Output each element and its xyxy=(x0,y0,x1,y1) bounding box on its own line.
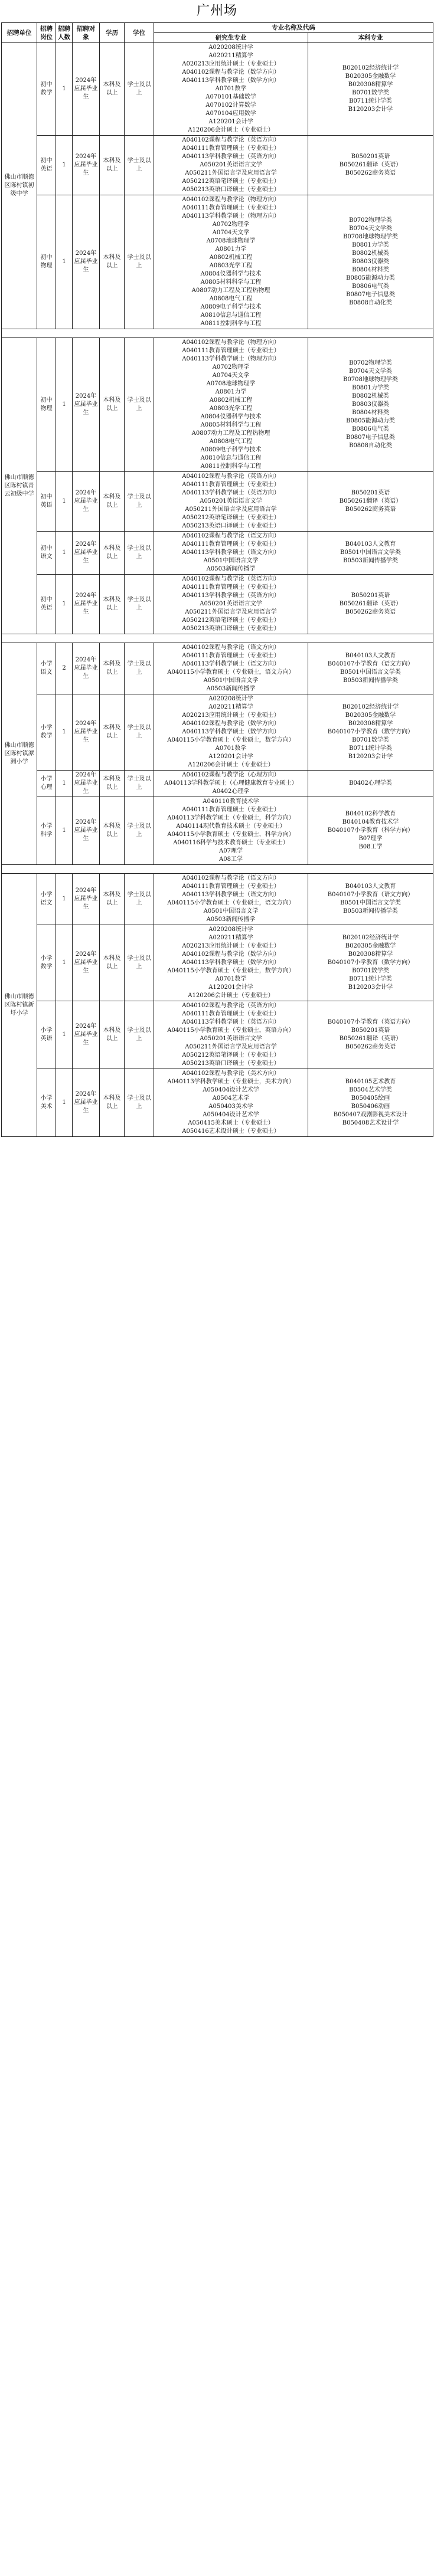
cell-undergrad: B040107小学教育（英语方向） B050201英语 B050261翻译（英语） B050262商务英语 xyxy=(308,1001,433,1069)
cell-position: 小学科学 xyxy=(37,797,56,865)
table-row xyxy=(2,643,433,694)
cell-grad: A040102课程与教学论（语文方向） A040111教育管理硕士（专业硕士） A040113学科教学硕士（语文方向） A040115小学教育硕士（专业硕士，语文方向） A0501中国语言文学 A0503新闻传播学 xyxy=(154,643,308,694)
cell-undergrad: B050201英语 B050261翻译（英语） B050262商务英语 xyxy=(308,472,433,532)
cell-position: 初中数学 xyxy=(37,43,56,136)
cell-degree: 学士及以上 xyxy=(125,771,154,797)
cell-grad: A040102课程与教学论（语文方向） A040111教育管理硕士（专业硕士） A040113学科教学硕士（语文方向） A040115小学教育硕士（专业硕士，语文方向） A0501中国语言文学 A0503新闻传播学 xyxy=(154,874,308,925)
cell-grad: A040102课程与教学论（物理方向） A040111教育管理硕士（专业硕士） A040113学科教学硕士（物理方向） A0702物理学 A0704天文学 A0708地球物理学 A0801力学 A0802机械工程 A0803光学工程 A0804仪器科学与技术 A0805材料科学与工程 A0807动力工程及工程热物理 A0808电气工程 A0809电子科学与技术 A0810信息与通信工程 A0811控制科学与工程 xyxy=(154,338,308,472)
header-position: 招聘岗位 xyxy=(37,23,56,43)
cell-degree: 学士及以上 xyxy=(125,532,154,575)
cell-undergrad: B020102经济统计学 B020305金融数学 B020308精算学 B040107小学教育（数学方向） B0701数学类 B0711统计学类 B120203会计学 xyxy=(308,694,433,771)
cell-degree: 学士及以上 xyxy=(125,1001,154,1069)
table-row xyxy=(2,874,433,925)
cell-grad: A020208统计学 A020211精算学 A020213应用统计硕士（专业硕士） A040102课程与教学论（数学方向） A040113学科教学硕士（数学方向） A040115小学教育硕士（专业硕士，数学方向） A0701数学 A120201会计学 A120206会计硕士（专业硕士） xyxy=(154,925,308,1001)
cell-count: 1 xyxy=(56,874,73,925)
cell-grad: A040102课程与教学论（物理方向） A040111教育管理硕士（专业硕士） A040113学科教学硕士（物理方向） A0702物理学 A0704天文学 A0708地球物理学 A0801力学 A0802机械工程 A0803光学工程 A0804仪器科学与技术 A0805材料科学与工程 A0807动力工程及工程热物理 A0808电气工程 A0809电子科学与技术 A0810信息与通信工程 A0811控制科学与工程 xyxy=(154,195,308,329)
table-row xyxy=(2,1069,433,1137)
cell-degree: 学士及以上 xyxy=(125,1069,154,1137)
page-title: 广州场 xyxy=(196,4,237,18)
cell-education: 本科及以上 xyxy=(100,797,125,865)
cell-education: 本科及以上 xyxy=(100,195,125,329)
table-row xyxy=(2,694,433,771)
cell-target: 2024年应届毕业生 xyxy=(73,575,100,634)
table-row xyxy=(2,472,433,532)
header-count: 招聘人数 xyxy=(56,23,73,43)
cell-count: 1 xyxy=(56,43,73,136)
cell-count: 1 xyxy=(56,797,73,865)
cell-position: 小学数学 xyxy=(37,694,56,771)
cell-education: 本科及以上 xyxy=(100,771,125,797)
cell-count: 1 xyxy=(56,575,73,634)
cell-undergrad: B050201英语 B050261翻译（英语） B050262商务英语 xyxy=(308,575,433,634)
cell-grad: A020208统计学 A020211精算学 A020213应用统计硕士（专业硕士） A040102课程与教学论（数学方向） A040113学科教学硕士（数学方向） A0701数学 A070101基础数学 A070102计算数学 A070104应用数学 A120201会计学 A120206会计硕士（专业硕士） xyxy=(154,43,308,136)
cell-degree: 学士及以上 xyxy=(125,472,154,532)
cell-education: 本科及以上 xyxy=(100,925,125,1001)
table-row xyxy=(2,532,433,575)
cell-grad: A040102课程与教学论（心理方向） A040113学科教学硕士（心理健康教育专业硕士） A0402心理学 xyxy=(154,771,308,797)
cell-grad: A020208统计学 A020211精算学 A020213应用统计硕士（专业硕士） A040102课程与教学论（数学方向） A040113学科教学硕士（数学方向） A040115小学教育硕士（专业硕士，数学方向） A0701数学 A120201会计学 A120206会计硕士（专业硕士） xyxy=(154,694,308,771)
header-major-group: 专业名称及代码 xyxy=(154,23,433,33)
cell-education: 本科及以上 xyxy=(100,1069,125,1137)
table-row xyxy=(2,338,433,472)
school-separator xyxy=(2,865,433,874)
cell-position: 初中物理 xyxy=(37,338,56,472)
cell-degree: 学士及以上 xyxy=(125,874,154,925)
separator-cell xyxy=(2,634,433,643)
cell-degree: 学士及以上 xyxy=(125,43,154,136)
cell-count: 1 xyxy=(56,1069,73,1137)
school-separator xyxy=(2,634,433,643)
cell-undergrad: B0702物理学类 B0704天文学类 B0708地球物理学类 B0801力学类 B0802机械类 B0803仪器类 B0804材料类 B0805能源动力类 B0806电气类 B0807电子信息类 B0808自动化类 xyxy=(308,195,433,329)
school-separator xyxy=(2,329,433,338)
cell-education: 本科及以上 xyxy=(100,338,125,472)
cell-position: 小学语文 xyxy=(37,874,56,925)
cell-position: 小学数学 xyxy=(37,925,56,1001)
cell-count: 1 xyxy=(56,771,73,797)
cell-education: 本科及以上 xyxy=(100,874,125,925)
cell-degree: 学士及以上 xyxy=(125,575,154,634)
cell-undergrad: B040102科学教育 B040104教育技术学 B040107小学教育（科学方向） B07理学 B08工学 xyxy=(308,797,433,865)
cell-target: 2024年应届毕业生 xyxy=(73,1001,100,1069)
table-row xyxy=(2,797,433,865)
cell-target: 2024年应届毕业生 xyxy=(73,771,100,797)
cell-undergrad: B0402心理学类 xyxy=(308,771,433,797)
cell-education: 本科及以上 xyxy=(100,575,125,634)
cell-target: 2024年应届毕业生 xyxy=(73,43,100,136)
table-body xyxy=(2,43,433,1137)
header-unit: 招聘单位 xyxy=(2,23,37,43)
cell-education: 本科及以上 xyxy=(100,643,125,694)
cell-unit: 佛山市顺德区陈村镇青云初级中学 xyxy=(2,338,37,634)
header-undergrad: 本科专业 xyxy=(308,33,433,43)
table-row xyxy=(2,771,433,797)
cell-count: 1 xyxy=(56,136,73,195)
cell-position: 初中英语 xyxy=(37,472,56,532)
cell-position: 初中物理 xyxy=(37,195,56,329)
cell-undergrad: B020102经济统计学 B020305金融数学 B020308精算学 B040107小学教育（数学方向） B0701数学类 B0711统计学类 B120203会计学 xyxy=(308,925,433,1001)
cell-degree: 学士及以上 xyxy=(125,643,154,694)
cell-degree: 学士及以上 xyxy=(125,797,154,865)
cell-education: 本科及以上 xyxy=(100,472,125,532)
separator-cell xyxy=(2,865,433,874)
cell-degree: 学士及以上 xyxy=(125,694,154,771)
table-row xyxy=(2,925,433,1001)
cell-count: 1 xyxy=(56,925,73,1001)
recruitment-table xyxy=(1,22,433,1137)
cell-target: 2024年应届毕业生 xyxy=(73,195,100,329)
cell-grad: A040102课程与教学论（英语方向） A040111教育管理硕士（专业硕士） A040113学科教学硕士（英语方向） A050201英语语言文学 A050211外国语言学及应用语言学 A050212英语笔译硕士（专业硕士） A050213英语口译硕士（专业硕士） xyxy=(154,575,308,634)
header-education: 学历 xyxy=(100,23,125,43)
cell-grad: A040102课程与教学论（英语方向） A040111教育管理硕士（专业硕士） A040113学科教学硕士（英语方向） A050201英语语言文学 A050211外国语言学及应用语言学 A050212英语笔译硕士（专业硕士） A050213英语口译硕士（专业硕士） xyxy=(154,136,308,195)
cell-unit: 佛山市顺德区陈村镇潭洲小学 xyxy=(2,643,37,865)
page xyxy=(0,0,434,1137)
cell-position: 初中英语 xyxy=(37,575,56,634)
cell-education: 本科及以上 xyxy=(100,43,125,136)
cell-position: 小学美术 xyxy=(37,1069,56,1137)
cell-position: 小学心理 xyxy=(37,771,56,797)
cell-unit: 佛山市顺德区陈村镇初级中学 xyxy=(2,43,37,329)
header-row-1 xyxy=(2,23,433,33)
cell-target: 2024年应届毕业生 xyxy=(73,338,100,472)
cell-grad: A040110教育技术学 A040111教育管理硕士（专业硕士） A040113学科教学硕士（专业硕士，科学方向） A040114现代教育技术硕士（专业硕士） A040115小学教育硕士（专业硕士，科学方向） A040116科学与技术教育硕士（专业硕士） A07理学 A08工学 xyxy=(154,797,308,865)
header-degree: 学位 xyxy=(125,23,154,43)
cell-degree: 学士及以上 xyxy=(125,136,154,195)
separator-cell xyxy=(2,329,433,338)
cell-grad: A040102课程与教学论（英语方向） A040111教育管理硕士（专业硕士） A040113学科教学硕士（英语方向） A050201英语语言文学 A050211外国语言学及应用语言学 A050212英语笔译硕士（专业硕士） A050213英语口译硕士（专业硕士） xyxy=(154,472,308,532)
cell-education: 本科及以上 xyxy=(100,136,125,195)
cell-position: 初中语文 xyxy=(37,532,56,575)
cell-count: 1 xyxy=(56,1001,73,1069)
header-target: 招聘对象 xyxy=(73,23,100,43)
cell-count: 2 xyxy=(56,643,73,694)
cell-undergrad: B050201英语 B050261翻译（英语） B050262商务英语 xyxy=(308,136,433,195)
cell-target: 2024年应届毕业生 xyxy=(73,643,100,694)
cell-undergrad: B040105艺术教育 B0504艺术学类 B050405绘画 B050406动画 B050407戏剧影视美术设计 B050408艺术设计学 xyxy=(308,1069,433,1137)
cell-target: 2024年应届毕业生 xyxy=(73,472,100,532)
cell-target: 2024年应届毕业生 xyxy=(73,874,100,925)
cell-grad: A040102课程与教学论（美术方向） A040113学科教学硕士（专业硕士，美术方向） A050404设计艺术学 A0504艺术学 A050403美术学 A050404设计艺术学 A050415美术硕士（专业硕士） A050416艺术设计硕士（专业硕士） xyxy=(154,1069,308,1137)
cell-target: 2024年应届毕业生 xyxy=(73,136,100,195)
table-row xyxy=(2,575,433,634)
cell-undergrad: B040103人文教育 B040107小学教育（语文方向） B0501中国语言文学类 B0503新闻传播学类 xyxy=(308,874,433,925)
cell-grad: A040102课程与教学论（语文方向） A040111教育管理硕士（专业硕士） A040113学科教学硕士（语文方向） A0501中国语言文学 A0503新闻传播学 xyxy=(154,532,308,575)
cell-target: 2024年应届毕业生 xyxy=(73,694,100,771)
cell-education: 本科及以上 xyxy=(100,694,125,771)
cell-target: 2024年应届毕业生 xyxy=(73,532,100,575)
table-row xyxy=(2,195,433,329)
cell-position: 初中英语 xyxy=(37,136,56,195)
table-row xyxy=(2,136,433,195)
cell-target: 2024年应届毕业生 xyxy=(73,925,100,1001)
cell-count: 1 xyxy=(56,472,73,532)
cell-position: 小学英语 xyxy=(37,1001,56,1069)
cell-count: 1 xyxy=(56,532,73,575)
cell-position: 小学语文 xyxy=(37,643,56,694)
cell-education: 本科及以上 xyxy=(100,1001,125,1069)
header-grad: 研究生专业 xyxy=(154,33,308,43)
cell-undergrad: B040103人文教育 B0501中国语言文学类 B0503新闻传播学类 xyxy=(308,532,433,575)
cell-count: 1 xyxy=(56,338,73,472)
cell-education: 本科及以上 xyxy=(100,532,125,575)
cell-undergrad: B0702物理学类 B0704天文学类 B0708地球物理学类 B0801力学类 B0802机械类 B0803仪器类 B0804材料类 B0805能源动力类 B0806电气类 B0807电子信息类 B0808自动化类 xyxy=(308,338,433,472)
cell-unit: 佛山市顺德区陈村镇新圩小学 xyxy=(2,874,37,1137)
cell-undergrad: B020102经济统计学 B020305金融数学 B020308精算学 B0701数学类 B0711统计学类 B120203会计学 xyxy=(308,43,433,136)
cell-count: 1 xyxy=(56,694,73,771)
cell-target: 2024年应届毕业生 xyxy=(73,1069,100,1137)
cell-target: 2024年应届毕业生 xyxy=(73,797,100,865)
table-row xyxy=(2,43,433,136)
cell-degree: 学士及以上 xyxy=(125,925,154,1001)
cell-undergrad: B040103人文教育 B040107小学教育（语文方向） B0501中国语言文学类 B0503新闻传播学类 xyxy=(308,643,433,694)
cell-grad: A040102课程与教学论（英语方向） A040111教育管理硕士（专业硕士） A040113学科教学硕士（英语方向） A040115小学教育硕士（专业硕士，英语方向） A050201英语语言文学 A050211外国语言学及应用语言学 A050212英语笔译硕士（专业硕士） A050213英语口译硕士（专业硕士） xyxy=(154,1001,308,1069)
table-row xyxy=(2,1001,433,1069)
cell-degree: 学士及以上 xyxy=(125,338,154,472)
cell-count: 1 xyxy=(56,195,73,329)
cell-degree: 学士及以上 xyxy=(125,195,154,329)
